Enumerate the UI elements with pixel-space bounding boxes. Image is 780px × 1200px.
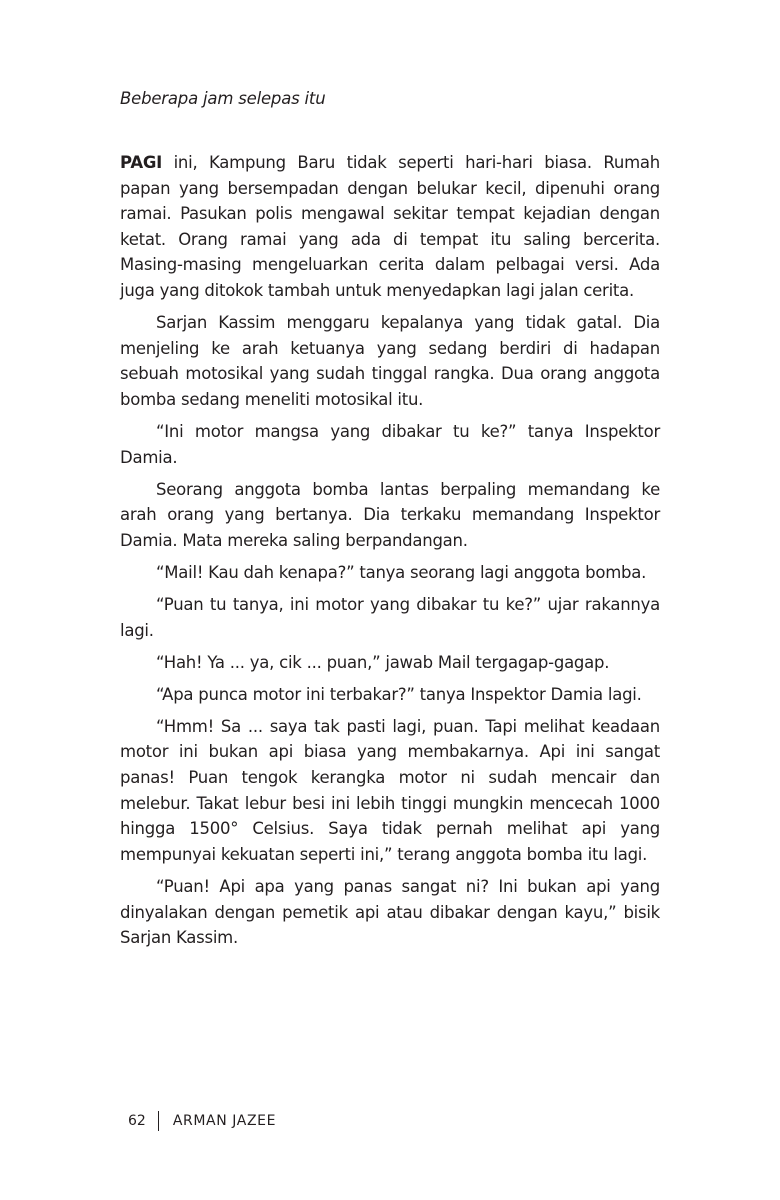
paragraph-7: “Hah! Ya ... ya, cik ... puan,” jawab Mail tergagap-gagap. bbox=[156, 652, 610, 672]
paragraph-1-text: ini, Kampung Baru tidak seperti hari-hari biasa. Rumah papan yang bersempadan dengan belukar kecil, dipenuhi orang ramai. Pasukan polis mengawal sekitar tempat kejadian dengan ketat. Orang ramai yang ada di tempat itu saling bercerita. Masing-masing mengeluarkan cerita dalam pelbagai versi. Ada juga yang ditokok tambah untuk menyedapkan lagi jalan cerita. bbox=[120, 153, 660, 300]
page-footer bbox=[128, 1110, 276, 1132]
footer-divider bbox=[158, 1111, 159, 1131]
author-name: ARMAN JAZEE bbox=[172, 1113, 277, 1129]
paragraph-9: “Hmm! Sa ... saya tak pasti lagi, puan. Tapi melihat keadaan motor ini bukan api biasa yang membakarnya. Api ini sangat panas! Puan tengok kerangka motor ni sudah mencair dan melebur. Takat lebur besi ini lebih tinggi mungkin mencecah 1000 hingga 1500° Celsius. Saya tidak pernah melihat api yang mempunyai kekuatan seperti ini,” terang anggota bomba itu lagi. bbox=[120, 716, 660, 864]
paragraph-4: Seorang anggota bomba lantas berpaling memandang ke arah orang yang bertanya. Dia terkaku memandang Inspektor Damia. Mata mereka saling berpandangan. bbox=[120, 479, 660, 550]
paragraph-3: “Ini motor mangsa yang dibakar tu ke?” tanya Inspektor Damia. bbox=[120, 421, 660, 467]
paragraph-1 bbox=[120, 150, 660, 304]
lead-word: PAGI bbox=[120, 153, 163, 172]
section-heading: Beberapa jam selepas itu bbox=[120, 89, 326, 108]
paragraph-10: “Puan! Api apa yang panas sangat ni? Ini bukan api yang dinyalakan dengan pemetik api atau dibakar dengan kayu,” bisik Sarjan Kassim. bbox=[120, 876, 660, 948]
book-page bbox=[120, 86, 660, 957]
paragraph-5: “Mail! Kau dah kenapa?” tanya seorang lagi anggota bomba. bbox=[156, 562, 647, 582]
paragraph-6: “Puan tu tanya, ini motor yang dibakar tu ke?” ujar rakannya lagi. bbox=[120, 595, 660, 640]
page-number: 62 bbox=[128, 1113, 146, 1129]
paragraph-2: Sarjan Kassim menggaru kepalanya yang tidak gatal. Dia menjeling ke arah ketuanya yang sedang berdiri di hadapan sebuah motosikal yang sudah tinggal rangka. Dua orang anggota bomba sedang meneliti motosikal itu. bbox=[120, 313, 660, 409]
paragraph-8: “Apa punca motor ini terbakar?” tanya Inspektor Damia lagi. bbox=[156, 684, 642, 704]
